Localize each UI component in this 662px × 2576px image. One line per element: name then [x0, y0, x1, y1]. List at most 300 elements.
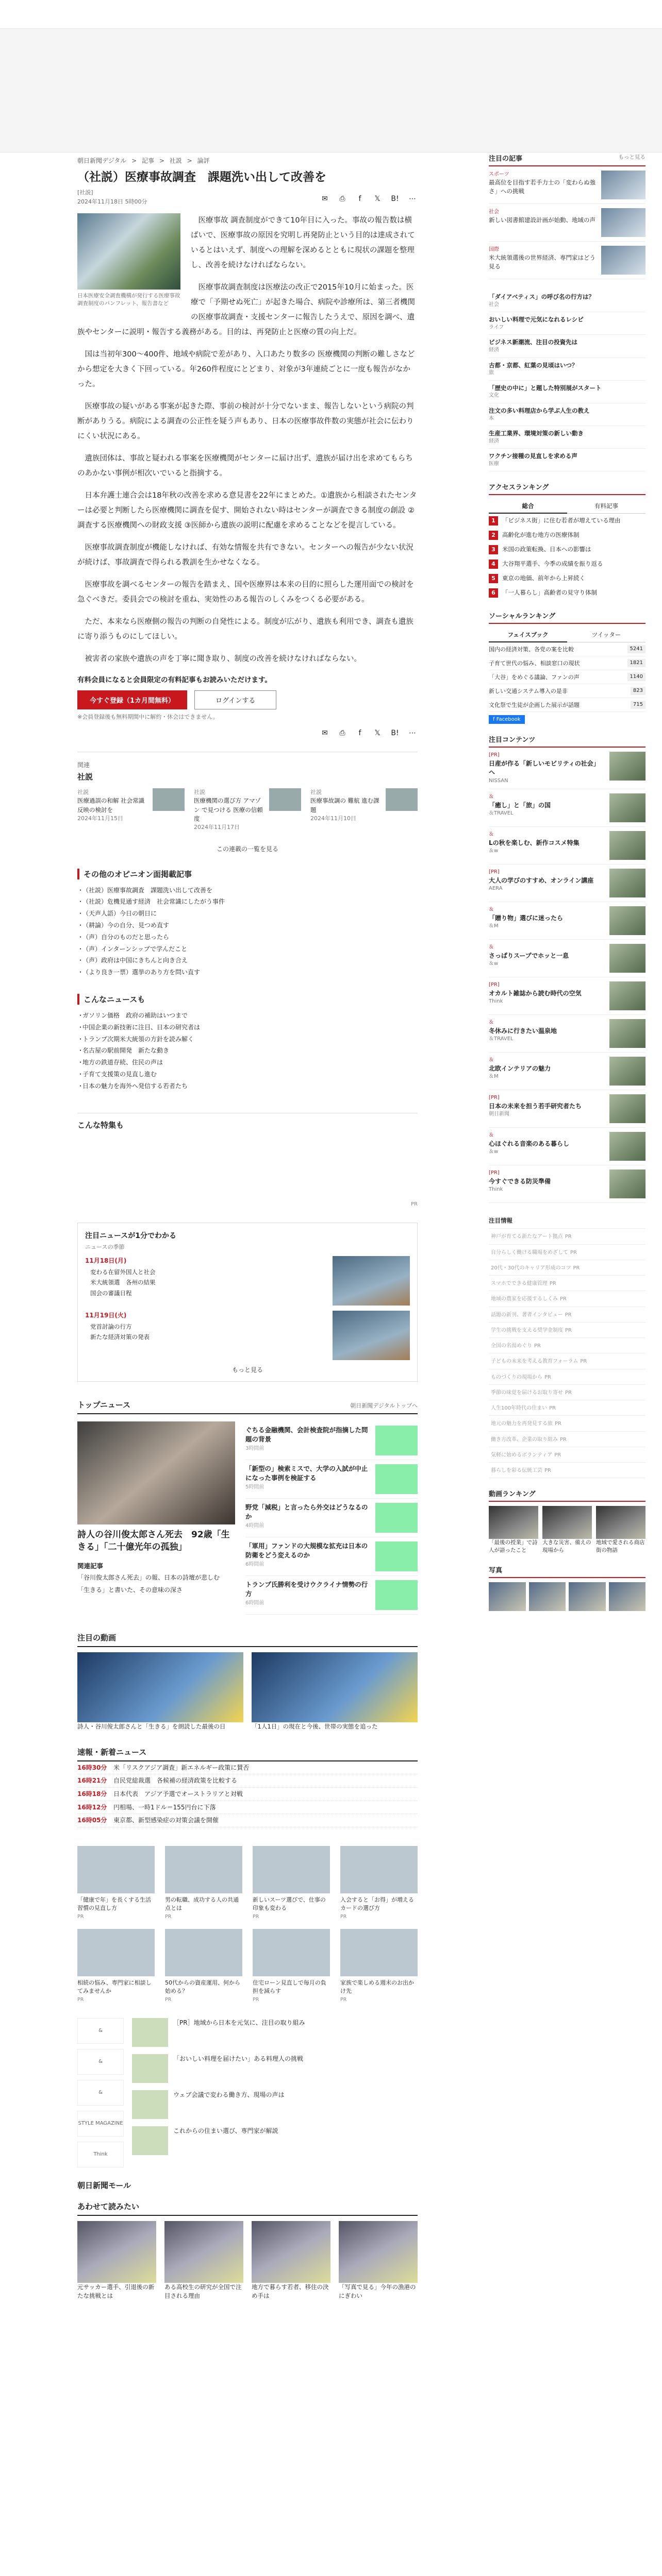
list-item[interactable]: ・ （社説）医療事故調査 課題洗い出して改善を	[77, 885, 418, 896]
headline-title[interactable]: 注文の多い料理店から学ぶ人生の教え	[489, 406, 590, 414]
content-title[interactable]: 心ほぐれる音楽のある暮らし	[489, 1140, 570, 1147]
video-item[interactable]	[542, 1506, 592, 1554]
rank-item[interactable]: 2 高齢化が進む地方の医療体制	[489, 528, 646, 543]
card-title[interactable]: 「写真で見る」今年の漁港のにぎわい	[339, 2283, 416, 2299]
list-item[interactable]: ・ 子育て支援策の見直し進む	[77, 1069, 418, 1080]
content-item[interactable]	[489, 1165, 646, 1203]
content-thumb[interactable]	[609, 793, 646, 822]
headline[interactable]	[489, 426, 646, 449]
pr-card[interactable]	[340, 1846, 418, 1920]
pr-image[interactable]	[165, 1929, 242, 1976]
card-title[interactable]: ある高校生の研究が全国で注目される理由	[164, 2283, 242, 2299]
related-card[interactable]	[194, 788, 301, 832]
list-item[interactable]: ・ 名古屋の駅前開発 新たな動き	[77, 1045, 418, 1057]
social-item[interactable]	[489, 642, 646, 656]
headline-title[interactable]: 「ダイアベティス」の呼び名の行方は？	[489, 293, 595, 300]
rank-item[interactable]: 4 大谷翔平選手、今季の成績を振り返る	[489, 557, 646, 571]
more-icon[interactable]: ⋯	[409, 195, 416, 204]
content-thumb[interactable]	[609, 1019, 646, 1048]
headline-title[interactable]: おいしい料理で元気になれるレシピ	[489, 316, 584, 324]
news-thumb[interactable]	[375, 1503, 418, 1533]
news-thumb[interactable]	[375, 1464, 418, 1494]
list-item[interactable]: 新たな経済対策の発表	[90, 1333, 150, 1341]
article-card[interactable]	[77, 2221, 156, 2301]
news-thumb[interactable]	[375, 1580, 418, 1610]
rank-item[interactable]: 3 米国の政策転換、日本への影響は	[489, 543, 646, 557]
list-item[interactable]: ・ トランプ次期米大統領の方針を読み解く	[77, 1033, 418, 1045]
rank-title[interactable]: 東京の地価、前年から上昇続く	[502, 574, 585, 582]
content-thumb[interactable]	[609, 906, 646, 935]
news-row[interactable]	[77, 1801, 418, 1815]
forecast-image[interactable]	[333, 1311, 410, 1360]
pickup-title[interactable]: 地元の魅力を再発見する旅	[491, 1421, 553, 1427]
top-news	[77, 1399, 418, 1615]
content-thumb[interactable]	[609, 752, 646, 781]
top-news-lead[interactable]	[77, 1421, 235, 1615]
facebook-button[interactable]: f Facebook	[489, 715, 525, 724]
pickup-title[interactable]: 働き方改革、企業の取り組み	[491, 1436, 558, 1443]
read-also	[77, 2201, 418, 2301]
news-title[interactable]: 自民党総裁選 各候補の経済政策を比較する	[113, 1777, 238, 1785]
card-title[interactable]: 地方で暮らす若者、移住の決め手は	[252, 2283, 329, 2299]
tab-overall[interactable]: 総合	[489, 499, 567, 514]
news-title[interactable]: 野党「減税」と言ったら外交はどうなるのか	[245, 1503, 368, 1521]
news-row[interactable]	[245, 1421, 418, 1460]
thumbnail[interactable]	[386, 788, 418, 811]
facebook-icon[interactable]: f	[358, 728, 361, 737]
top-ad-banner[interactable]	[0, 29, 662, 152]
x-icon[interactable]: 𝕏	[374, 728, 380, 737]
brand-title[interactable]: 「おいしい料理を届けたい」ある料理人の挑戦	[173, 2055, 304, 2062]
card-title[interactable]: 元サッカー選手、引退後の新たな挑戦とは	[77, 2283, 155, 2299]
pr-title[interactable]: 50代からの資産運用、何から始める？	[165, 1979, 240, 1994]
paragraph: 被害者の家族や遺族の声を丁寧に聞き取り、制度の改善を続けなければならない。	[85, 655, 361, 664]
section-tag[interactable]: [社説]	[77, 189, 93, 196]
more-icon[interactable]: ⋯	[409, 728, 416, 737]
photo-thumb[interactable]	[609, 1582, 646, 1611]
mail-icon[interactable]: ✉	[322, 728, 328, 737]
recommend-title: こんな特集も	[77, 1120, 124, 1130]
list-item[interactable]: ・ （社説）危機見通す経済 社会常識にしたがう事件	[77, 896, 418, 908]
photo-thumb[interactable]	[529, 1582, 566, 1611]
card-text[interactable]: 医療事故調の 難航 進む課題	[310, 797, 379, 814]
pickup-item[interactable]	[489, 1307, 646, 1323]
news-row[interactable]	[245, 1460, 418, 1499]
photo-thumb[interactable]	[489, 1582, 526, 1611]
pickup-item[interactable]	[489, 1338, 646, 1353]
content-item[interactable]	[489, 1015, 646, 1053]
rank-title[interactable]: 「ビジネス街」に住む若者が増えている理由	[502, 517, 621, 524]
card-image[interactable]	[339, 2221, 418, 2283]
card-image[interactable]	[252, 2221, 330, 2283]
rank-title[interactable]: 「一人暮らし」高齢者の見守り体制	[502, 589, 597, 597]
brand-logo[interactable]: &	[77, 2018, 124, 2044]
social-item[interactable]	[489, 656, 646, 670]
article-photo[interactable]	[77, 213, 180, 307]
opinion-list	[77, 885, 418, 978]
pickup-title[interactable]: 地域の農家を応援するしくみ	[491, 1296, 558, 1302]
headline[interactable]	[489, 290, 646, 312]
rank-title[interactable]: 大谷翔平選手、今季の成績を振り返る	[502, 560, 603, 568]
news-title[interactable]: 東京都、新型感染症の対策会議を開催	[113, 1817, 219, 1824]
related-card[interactable]	[77, 788, 185, 832]
brand-logo[interactable]: STYLE MAGAZINE	[77, 2111, 124, 2137]
photo-caption: 日本医療安全調査機構が発行する医療事故調査制度のパンフレット、報告書など	[77, 293, 180, 307]
brand-item[interactable]	[132, 2126, 418, 2155]
sidebar-item[interactable]	[489, 204, 646, 242]
content-thumb[interactable]	[609, 1057, 646, 1086]
news-row[interactable]	[77, 1761, 418, 1775]
headline-title[interactable]: 生産工業界、環境対策の新しい動き	[489, 430, 584, 437]
more-link[interactable]: もっと見る	[618, 154, 646, 160]
content-label: ＆	[489, 794, 494, 800]
pr-label: PR	[165, 1996, 172, 2003]
headline[interactable]	[489, 335, 646, 358]
headline[interactable]	[489, 449, 646, 471]
content-thumb[interactable]	[609, 1170, 646, 1198]
breadcrumb-item[interactable]: 記事	[142, 157, 155, 164]
pr-image[interactable]	[340, 1846, 418, 1893]
recommend-rows[interactable]	[77, 1130, 418, 1197]
video-thumb[interactable]	[542, 1506, 592, 1539]
breadcrumb-item[interactable]: 社説	[169, 157, 182, 164]
brand-item[interactable]	[132, 2090, 418, 2119]
photo-thumb[interactable]	[569, 1582, 606, 1611]
pickup-item[interactable]	[489, 1416, 646, 1431]
content-source: ＆TRAVEL	[489, 810, 514, 817]
tab-facebook[interactable]: フェイスブック	[489, 628, 567, 642]
content-thumb[interactable]	[609, 831, 646, 860]
content-title[interactable]: 日本の未来を担う若手研究者たち	[489, 1102, 582, 1110]
breadcrumb-item[interactable]: 論評	[197, 157, 210, 164]
pickup-title[interactable]: 気軽に始めるボランティア	[491, 1452, 553, 1458]
list-item[interactable]: ・ （声）インターンシップで学んだこと	[77, 943, 418, 955]
video-title[interactable]: 大きな災害、備えの現場から	[542, 1539, 591, 1554]
mail-icon[interactable]: ✉	[322, 195, 328, 204]
rank-item[interactable]: 5 東京の地価、前年から上昇続く	[489, 571, 646, 586]
pr-image[interactable]	[253, 1929, 330, 1976]
pr-title[interactable]: 入会すると「お得」が増えるカードの選び方	[340, 1896, 414, 1911]
article-card[interactable]	[339, 2221, 418, 2301]
pickup-title[interactable]: 季節の味覚を届けるお取り寄せ	[491, 1389, 563, 1396]
item-title[interactable]: 米大統領選後の世界経済、専門家はどう見る	[489, 254, 595, 270]
list-item[interactable]: 党首討論の行方	[90, 1323, 132, 1330]
pr-label: PR	[253, 1913, 259, 1920]
video-title[interactable]: 詩人・谷川俊太郎さんと「生きる」を朗読した最後の日	[77, 1722, 226, 1730]
list-item[interactable]: 国会の審議日程	[90, 1289, 132, 1297]
pr-image[interactable]	[77, 1929, 155, 1976]
pr-card[interactable]	[253, 1846, 330, 1920]
register-button[interactable]: 今すぐ登録（1カ月間無料）	[77, 690, 187, 709]
news-row[interactable]	[77, 1814, 418, 1827]
pr-image[interactable]	[77, 1846, 155, 1893]
pickup-item[interactable]	[489, 1463, 646, 1478]
pr-card[interactable]	[77, 1846, 155, 1920]
paragraph: 医療事故調査制度が機能しなければ、有効な情報を共有できない。センターへの報告が少ない状況が続けば、事故調査で得られる教訓を生かせなくなる。	[77, 544, 413, 567]
facebook-icon[interactable]: f	[358, 195, 361, 204]
list-item[interactable]: 変わる在留外国人と社会	[90, 1268, 156, 1276]
pr-title[interactable]: 住宅ローン見直しで毎月の負担を減らす	[253, 1979, 326, 1994]
news-title[interactable]: 米「リスクアジア調査」新エネルギー政策に賛否	[113, 1764, 250, 1771]
pickup-title[interactable]: 全国の名湯めぐり	[491, 1343, 532, 1349]
news-time: 16時12分	[77, 1803, 107, 1811]
tab-twitter[interactable]: ツイッター	[567, 628, 646, 642]
list-item[interactable]: ・ （声）自分のものだと思ったら	[77, 931, 418, 943]
content-thumb[interactable]	[609, 981, 646, 1010]
headline-title[interactable]: 「歴史の中に」と題した特別展がスタート	[489, 384, 602, 392]
pickup-item[interactable]	[489, 1385, 646, 1400]
card-image[interactable]	[77, 2221, 156, 2283]
pickup-item[interactable]	[489, 1447, 646, 1463]
related-card[interactable]	[310, 788, 418, 832]
pickup-item[interactable]	[489, 1245, 646, 1260]
pickup-title[interactable]: 子どもの未来を考える教育フォーラム	[491, 1359, 578, 1365]
bookmark-icon[interactable]: B!	[391, 728, 399, 737]
news-title[interactable]: 円相場、一時1ドル＝155円台に下落	[113, 1803, 216, 1811]
more-link[interactable]: この連載の一覧を見る	[216, 845, 278, 853]
content-title[interactable]: 大人の学びのすすめ、オンライン講座	[489, 876, 594, 884]
brand-title[interactable]: ［PR］地域から日本を元気に、注目の取り組み	[173, 2019, 305, 2026]
pr-title[interactable]: 相続の悩み、専門家に相談してみませんか	[77, 1979, 152, 1994]
list-item[interactable]: ・ （天声人語）今日の朝日に	[77, 908, 418, 920]
content-title[interactable]: 北欧インテリアの魅力	[489, 1064, 551, 1072]
content-item[interactable]	[489, 977, 646, 1015]
item-label: 国際	[489, 247, 499, 252]
news-thumb[interactable]	[375, 1541, 418, 1571]
content-title[interactable]: 日産が作る「新しいモビリティの社会」へ	[489, 759, 600, 776]
pickup-title[interactable]: 暮らしを彩る伝統工芸	[491, 1468, 542, 1474]
content-item[interactable]	[489, 902, 646, 940]
item-thumb[interactable]	[601, 246, 646, 275]
pickup-item[interactable]	[489, 1291, 646, 1307]
news-row[interactable]	[77, 1774, 418, 1788]
lead-title[interactable]: 詩人の谷川俊太郎さん死去 92歳「生きる」「二十億光年の孤独」	[77, 1529, 230, 1553]
content-item[interactable]	[489, 940, 646, 977]
pr-card[interactable]	[253, 1929, 330, 2003]
pickup-title[interactable]: ものづくりの現場から	[491, 1374, 542, 1380]
video-title[interactable]: 地域で愛される商店街の物語	[596, 1539, 645, 1554]
social-item[interactable]	[489, 684, 646, 698]
pr-card[interactable]	[165, 1846, 242, 1920]
pr-title[interactable]: 新しいスーツ選びで、仕事の印象も変わる	[253, 1896, 326, 1911]
social-title[interactable]: 国内の経済対策、各党の案を比較	[489, 646, 574, 653]
brand-logo[interactable]: Think	[77, 2142, 124, 2167]
content-title[interactable]: オカルト雑誌から読む時代の空気	[489, 989, 582, 997]
breadcrumb-item[interactable]: 朝日新聞デジタル	[77, 157, 127, 164]
content-title[interactable]: 冬休みに行きたい温泉地	[489, 1027, 557, 1035]
news-title[interactable]: 「新型の」検索ミスで、大学の入試が中止になった事例を検証する	[245, 1464, 368, 1482]
social-title[interactable]: 子育て世代の悩み、相談窓口の現状	[489, 659, 580, 667]
pickup-title[interactable]: 神戸が育てる新たなアート拠点	[491, 1234, 563, 1240]
content-item[interactable]	[489, 1090, 646, 1128]
video-card[interactable]	[77, 1652, 243, 1731]
social-item[interactable]	[489, 670, 646, 684]
mall-link[interactable]: 朝日新聞モール	[77, 2180, 131, 2190]
content-title[interactable]: さっぱりスープでホッと一息	[489, 952, 569, 959]
pickup-item[interactable]	[489, 1323, 646, 1338]
rank-item[interactable]: 6 「一人暮らし」高齢者の見守り体制	[489, 586, 646, 600]
list-item[interactable]: ・ 地方の鉄道存続、住民の声は	[77, 1057, 418, 1069]
brand-item[interactable]	[132, 2018, 418, 2047]
pickup-title[interactable]: スマホでできる健康管理	[491, 1281, 548, 1287]
news-title[interactable]: 「軍用」ファンドの大規模な拡充は日本の防衛をどう変えるのか	[245, 1541, 368, 1560]
article-card[interactable]	[252, 2221, 330, 2301]
content-item[interactable]	[489, 1128, 646, 1165]
card-text[interactable]: 医療機関の選び方 アマゾン で見つける 医療の信頼度	[194, 797, 263, 822]
pickup-item[interactable]	[489, 1432, 646, 1447]
list-item[interactable]: ・ （声）政府は中国にきちんと向き合え	[77, 955, 418, 967]
item-thumb[interactable]	[601, 171, 646, 199]
sidebar-item[interactable]	[489, 242, 646, 279]
card-image[interactable]	[164, 2221, 243, 2283]
social-item[interactable]	[489, 698, 646, 712]
pr-image[interactable]	[165, 1846, 242, 1893]
content-thumb[interactable]	[609, 1094, 646, 1123]
headline[interactable]	[489, 358, 646, 381]
forecast-image[interactable]	[333, 1256, 410, 1306]
video-title[interactable]: 「1人1日」の現在と今後、世帯の実態を追った	[252, 1722, 378, 1730]
brand-thumb[interactable]	[132, 2126, 168, 2155]
list-item[interactable]: ・ 日本の魅力を海外へ発信する若者たち	[77, 1080, 418, 1092]
pr-image[interactable]	[253, 1846, 330, 1893]
article-card[interactable]	[164, 2221, 243, 2301]
content-title[interactable]: 今すぐできる防災準備	[489, 1177, 551, 1185]
video-card[interactable]	[252, 1652, 418, 1731]
content-item[interactable]	[489, 827, 646, 865]
print-icon[interactable]: ⎙	[339, 195, 345, 204]
pickup-item[interactable]	[489, 1369, 646, 1385]
related-link[interactable]: 「谷川俊太郎さん死去」の報、日本の詩壇が悲しむ	[77, 1573, 220, 1581]
x-icon[interactable]: 𝕏	[374, 195, 380, 204]
print-icon[interactable]: ⎙	[339, 728, 345, 737]
brand-logo[interactable]: &	[77, 2080, 124, 2106]
video-thumb[interactable]	[489, 1506, 538, 1539]
pickup-item[interactable]	[489, 1353, 646, 1369]
news-row[interactable]	[77, 1788, 418, 1801]
list-item[interactable]: ・ ガソリン価格 政府の補助はいつまで	[77, 1010, 418, 1022]
pickup-title[interactable]: 人生100年時代の住まい	[491, 1405, 548, 1412]
section-link[interactable]: 朝日新聞デジタルトップへ	[350, 1402, 418, 1409]
pickup-title[interactable]: 話題の新刊、著者インタビュー	[491, 1312, 563, 1318]
headline[interactable]	[489, 381, 646, 403]
content-title[interactable]: Lの秋を楽しむ、新作コスメ特集	[489, 839, 580, 846]
content-thumb[interactable]	[609, 944, 646, 973]
pr-card[interactable]	[77, 1929, 155, 2003]
pr-title[interactable]: 家族で楽しめる週末のお出かけ先	[340, 1979, 414, 1994]
content-item[interactable]	[489, 865, 646, 902]
pr-card[interactable]	[165, 1929, 242, 2003]
bookmark-icon[interactable]: B!	[391, 195, 399, 204]
news-title[interactable]: 日本代表 アジア予選でオーストラリアと対戦	[113, 1790, 243, 1798]
news-row[interactable]	[245, 1537, 418, 1576]
item-title[interactable]: 最高位を目指す若手力士の「変わらぬ強さ」への挑戦	[489, 179, 595, 195]
headline-title[interactable]: 古都・京都、紅葉の見頃はいつ？	[489, 361, 578, 369]
brand-thumb[interactable]	[132, 2018, 168, 2047]
social-title[interactable]: 「大谷」をめぐる議論、ファンの声	[489, 673, 580, 681]
thumbnail[interactable]	[153, 788, 185, 811]
video-title[interactable]: 「最後の授業」で詩人が語ったこと	[489, 1539, 538, 1554]
pr-card[interactable]	[340, 1929, 418, 2003]
pickup-title[interactable]: 自分らしく働ける職場をめざして	[491, 1249, 568, 1256]
video-item[interactable]	[489, 1506, 538, 1554]
list-item[interactable]: ・ （より良き一票）選挙のあり方を問い直す	[77, 967, 418, 978]
list-item[interactable]: ・ 中国企業の新技術に注目、日本の研究者は	[77, 1022, 418, 1033]
pr-image[interactable]	[340, 1929, 418, 1976]
news-thumb[interactable]	[375, 1426, 418, 1455]
item-thumb[interactable]	[601, 208, 646, 237]
rank-title[interactable]: 高齢化が進む地方の医療体制	[502, 531, 580, 539]
content-item[interactable]	[489, 1053, 646, 1090]
brand-title[interactable]: これからの住まい選び、専門家が解説	[173, 2127, 278, 2134]
video-thumb[interactable]	[77, 1652, 243, 1722]
content-thumb[interactable]	[609, 1132, 646, 1161]
video-thumb[interactable]	[252, 1652, 418, 1722]
pickup-info	[489, 1213, 646, 1478]
brand-section	[77, 2018, 418, 2173]
headline-title[interactable]: ワクチン接種の見直しを求める声	[489, 452, 577, 460]
pr-title[interactable]: 男の転職、成功する人の共通点とは	[165, 1896, 239, 1911]
article-image[interactable]	[77, 213, 180, 290]
item-title[interactable]: 新しい図書館建設計画が始動、地域の声	[489, 216, 595, 224]
headline[interactable]	[489, 403, 646, 426]
rank-item[interactable]: 1 「ビジネス街」に住む若者が増えている理由	[489, 514, 646, 528]
news-time: 16時18分	[77, 1790, 107, 1798]
pickup-item[interactable]	[489, 1276, 646, 1291]
sidebar-item[interactable]	[489, 166, 646, 204]
headline[interactable]	[489, 312, 646, 335]
news-title[interactable]: ぐちる金融機関、会計検査院が指摘した問題の背景	[245, 1426, 368, 1444]
content-item[interactable]	[489, 789, 646, 827]
brand-thumb[interactable]	[132, 2054, 168, 2083]
login-button[interactable]: ログインする	[194, 690, 276, 709]
headline-title[interactable]: ビジネス新潮流、注目の投資先は	[489, 338, 578, 346]
sidebar	[489, 153, 646, 1621]
brand-thumb[interactable]	[132, 2090, 168, 2119]
social-title[interactable]: 新しい交通システム導入の是非	[489, 687, 568, 694]
rank-title[interactable]: 米国の政策転換、日本への影響は	[502, 546, 591, 553]
tab-paid[interactable]: 有料記事	[567, 499, 646, 514]
pr-title[interactable]: 「健康で年」を長くする生活習慣の見直し方	[77, 1896, 151, 1911]
video-thumb[interactable]	[596, 1506, 646, 1539]
pickup-title[interactable]: 20代・30代のキャリア形成のコツ	[491, 1265, 571, 1271]
pickup-item[interactable]	[489, 1229, 646, 1244]
brand-logo[interactable]: &	[77, 2049, 124, 2075]
news-row[interactable]	[245, 1499, 418, 1537]
social-title[interactable]: 文化祭で生徒が企画した展示が話題	[489, 701, 580, 708]
pickup-title[interactable]: 学生の挑戦を支える奨学金制度	[491, 1327, 563, 1333]
more-link[interactable]: もっと見る	[231, 1366, 263, 1374]
related-link[interactable]: 「生きる」と書いた、その意味の深さ	[77, 1586, 183, 1594]
content-title[interactable]: 「贈り物」選びに迷ったら	[489, 914, 564, 922]
thumbnail[interactable]	[269, 788, 301, 811]
brand-title[interactable]: ウェブ会議で変わる働き方、現場の声は	[173, 2091, 285, 2098]
card-text[interactable]: 医療過誤の和解 社会常識 反映の検討を	[77, 797, 145, 814]
news-title[interactable]: トランプ氏勝利を受けウクライナ情勢の行方	[245, 1580, 368, 1598]
lead-image[interactable]	[77, 1421, 235, 1524]
list-item[interactable]: 米大統領選 各州の結果	[90, 1279, 156, 1286]
brand-item[interactable]	[132, 2054, 418, 2083]
pickup-item[interactable]	[489, 1400, 646, 1416]
video-item[interactable]	[596, 1506, 646, 1554]
content-title[interactable]: 「癒し」と「旅」の国	[489, 801, 551, 809]
list-item[interactable]: ・ （耕論）今の自分、見つめ直す	[77, 920, 418, 931]
related-title[interactable]: 社説	[77, 772, 93, 782]
content-item[interactable]	[489, 748, 646, 789]
publish-date: 2024年11月18日 5時00分	[77, 198, 147, 205]
content-thumb[interactable]	[609, 869, 646, 897]
news-row[interactable]	[245, 1576, 418, 1615]
pickup-item[interactable]	[489, 1260, 646, 1276]
